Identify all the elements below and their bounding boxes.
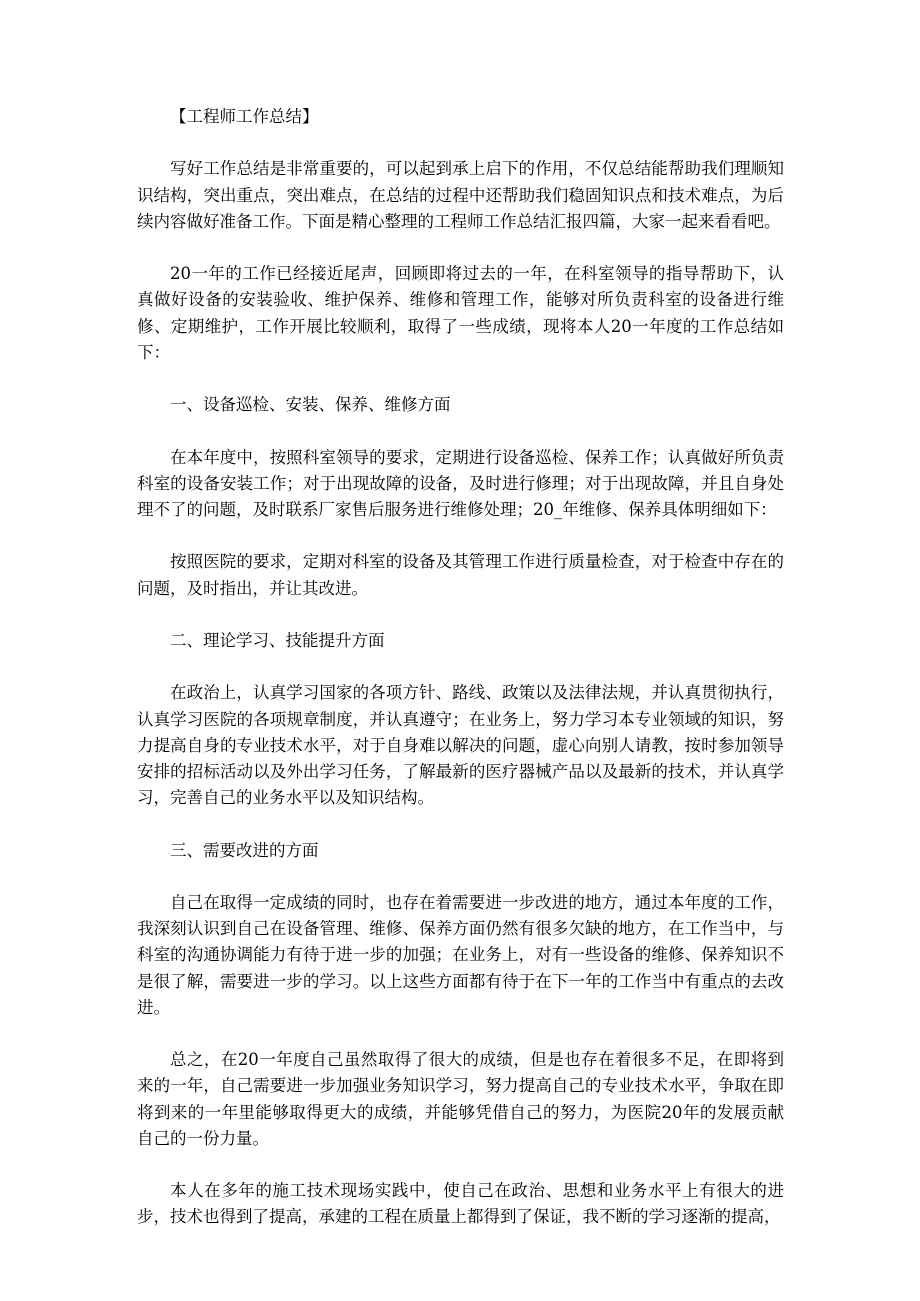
document-title: 【工程师工作总结】 [170,107,319,126]
section-heading-study: 二、理论学习、技能提升方面 [170,630,385,650]
equipment-paragraph: 在本年度中，按照科室领导的要求，定期进行设备巡检、保养工作；认真做好所负责科室的设备安装工作；对于出现故障的设备，及时进行修理；对于出现故障，并且自身处理不了的问题，及时联系厂家售后服务进行维修处理；20_年维修、保养具体明细如下： [137,447,784,519]
section-heading-equipment: 一、设备巡检、安装、保养、维修方面 [170,395,451,415]
document-body [137,104,784,1257]
section-heading-improvement: 三、需要改进的方面 [170,840,319,860]
study-paragraph: 在政治上，认真学习国家的各项方针、路线、政策以及法律法规，并认真贯彻执行，认真学习医院的各项规章制度，并认真遵守；在业务上，努力学习本专业领域的知识，努力提高自身的专业技术水平，对于自身难以解决的问题，虚心向别人请教，按时参加领导安排的招标活动以及外出学习任务，了解最新的医疗器械产品以及最新的技术，并认真学习，完善自己的业务水平以及知识结构。 [137,683,784,808]
conclusion-paragraph: 总之，在20一年度自己虽然取得了很大的成绩，但是也存在着很多不足，在即将到来的一年，自己需要进一步加强业务知识学习，努力提高自己的专业技术水平，争取在即将到来的一年里能够取得更大的成绩，并能够凭借自己的努力，为医院20年的发展贡献自己的一份力量。 [137,1050,784,1148]
quality-check-paragraph: 按照医院的要求，定期对科室的设备及其管理工作进行质量检查，对于检查中存在的问题，及时指出，并让其改进。 [137,552,784,598]
intro-paragraph: 写好工作总结是非常重要的，可以起到承上启下的作用，不仅总结能帮助我们理顺知识结构，突出重点，突出难点，在总结的过程中还帮助我们稳固知识点和技术难点，为后续内容做好准备工作。下面是精心整理的工程师工作总结汇报四篇，大家一起来看看吧。 [137,159,784,231]
opening-paragraph: 20一年的工作已经接近尾声，回顾即将过去的一年，在科室领导的指导帮助下，认真做好设备的安装验收、维护保养、维修和管理工作，能够对所负责科室的设备进行维修、定期维护，工作开展比较顺利，取得了一些成绩，现将本人20一年度的工作总结如下： [137,264,784,362]
practice-paragraph: 本人在多年的施工技术现场实践中，使自己在政治、思想和业务水平上有很大的进步，技术也得到了提高，承建的工程在质量上都得到了保证，我不断的学习逐渐的提高， [137,1181,784,1227]
improvement-paragraph: 自己在取得一定成绩的同时，也存在着需要进一步改进的地方，通过本年度的工作，我深刻认识到自己在设备管理、维修、保养方面仍然有很多欠缺的地方，在工作当中，与科室的沟通协调能力有待于进一步的加强；在业务上，对有一些设备的维修、保养知识不是很了解，需要进一步的学习。以上这些方面都有待于在下一年的工作当中有重点的去改进。 [137,892,784,1017]
